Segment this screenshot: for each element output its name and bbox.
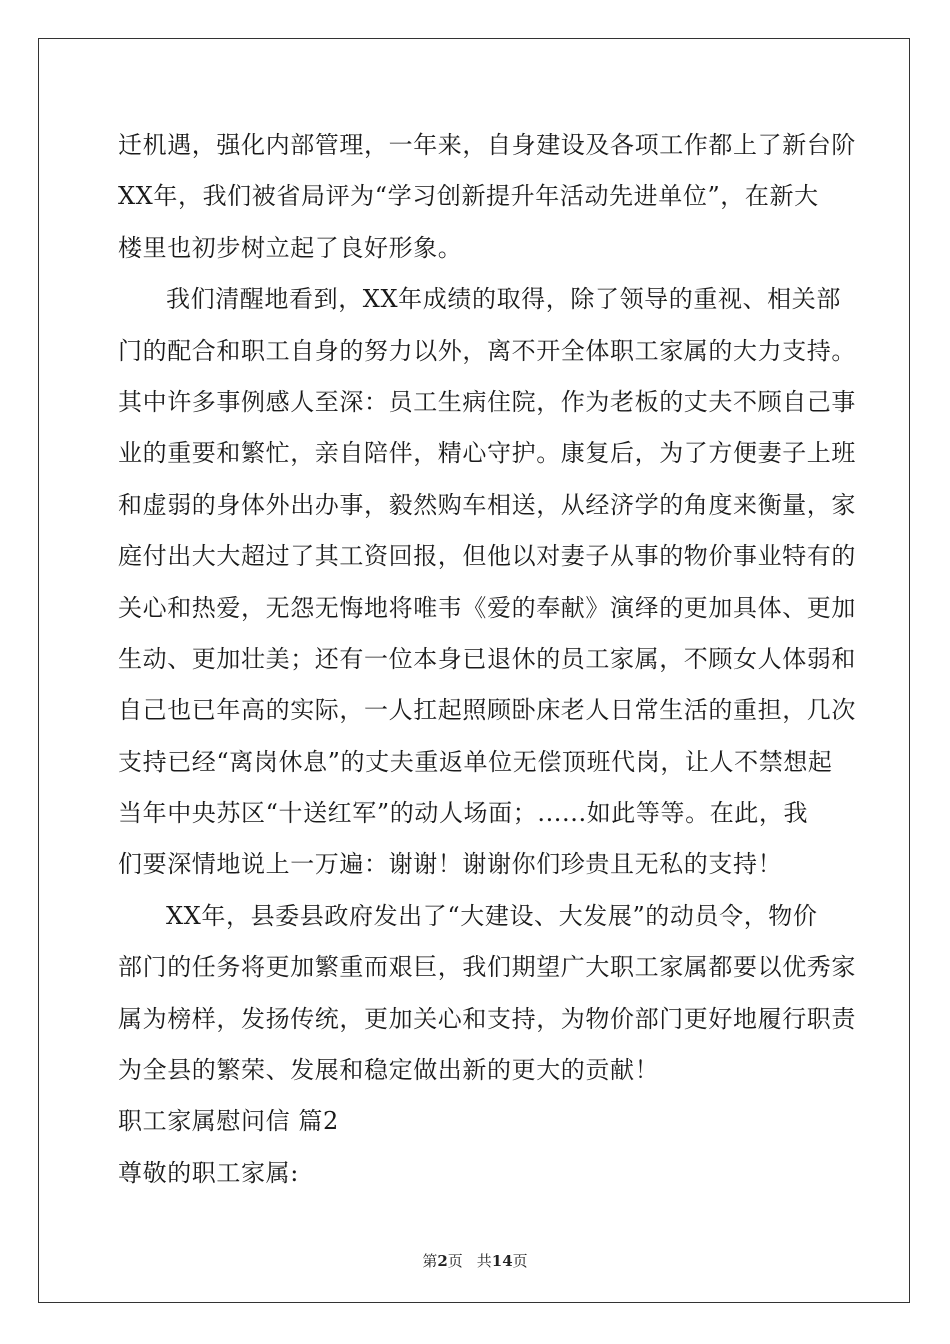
page-prefix: 第 [422, 1252, 438, 1270]
total-suffix: 页 [512, 1252, 528, 1270]
text-line: 为全县的繁荣、发展和稳定做出新的更大的贡献！ [118, 1056, 660, 1085]
text-line: 其中许多事例感人至深：员工生病住院，作为老板的丈夫不顾自己事 [118, 387, 856, 416]
salutation: 尊敬的职工家属: [118, 1158, 299, 1187]
document-body [118, 120, 856, 1199]
text-line: 生动、更加壮美；还有一位本身已退休的员工家属，不顾女人体弱和 [118, 644, 856, 673]
text-line: 庭付出大大超过了其工资回报，但他以对妻子从事的物价事业特有的 [118, 542, 856, 571]
text-line: 属为榜样，发扬传统，更加关心和支持，为物价部门更好地履行职责 [118, 1004, 856, 1033]
text-line: 们要深情地说上一万遍：谢谢！谢谢你们珍贵且无私的支持！ [118, 850, 783, 879]
page-suffix: 页 [447, 1252, 463, 1270]
text-line: 迁机遇，强化内部管理，一年来，自身建设及各项工作都上了新台阶 [118, 131, 856, 159]
section-heading: 职工家属慰问信 篇2 [118, 1107, 339, 1136]
text-line: 门的配合和职工自身的努力以外，离不开全体职工家属的大力支持。 [118, 336, 856, 365]
paragraph-start-line: 我们清醒地看到，XX年成绩的取得，除了领导的重视、相关部 [166, 285, 841, 314]
total-prefix: 共 [476, 1252, 492, 1270]
text-line: 业的重要和繁忙，亲自陪伴，精心守护。康复后，为了方便妻子上班 [118, 439, 856, 468]
text-line: 和虚弱的身体外出办事，毅然购车相送，从经济学的角度来衡量，家 [118, 490, 856, 519]
text-line: 楼里也初步树立起了良好形象。 [118, 233, 463, 262]
text-line: 当年中央苏区“十送红军”的动人场面；......如此等等。在此，我 [118, 799, 809, 828]
text-line: XX年，我们被省局评为“学习创新提升年活动先进单位”，在新大 [118, 182, 819, 211]
text-line: 自己也已年高的实际，一人扛起照顾卧床老人日常生活的重担，几次 [118, 696, 856, 725]
page-number: 2 [437, 1252, 448, 1270]
paragraph-start-line: XX年，县委县政府发出了“大建设、大发展”的动员令，物价 [166, 901, 818, 930]
page-footer [0, 1250, 950, 1271]
text-line: 支持已经“离岗休息”的丈夫重返单位无偿顶班代岗，让人不禁想起 [118, 747, 833, 776]
text-line: 部门的任务将更加繁重而艰巨，我们期望广大职工家属都要以优秀家 [118, 953, 856, 982]
total-pages: 14 [491, 1252, 513, 1270]
text-line: 关心和热爱，无怨无悔地将唯韦《爱的奉献》演绎的更加具体、更加 [118, 593, 856, 622]
